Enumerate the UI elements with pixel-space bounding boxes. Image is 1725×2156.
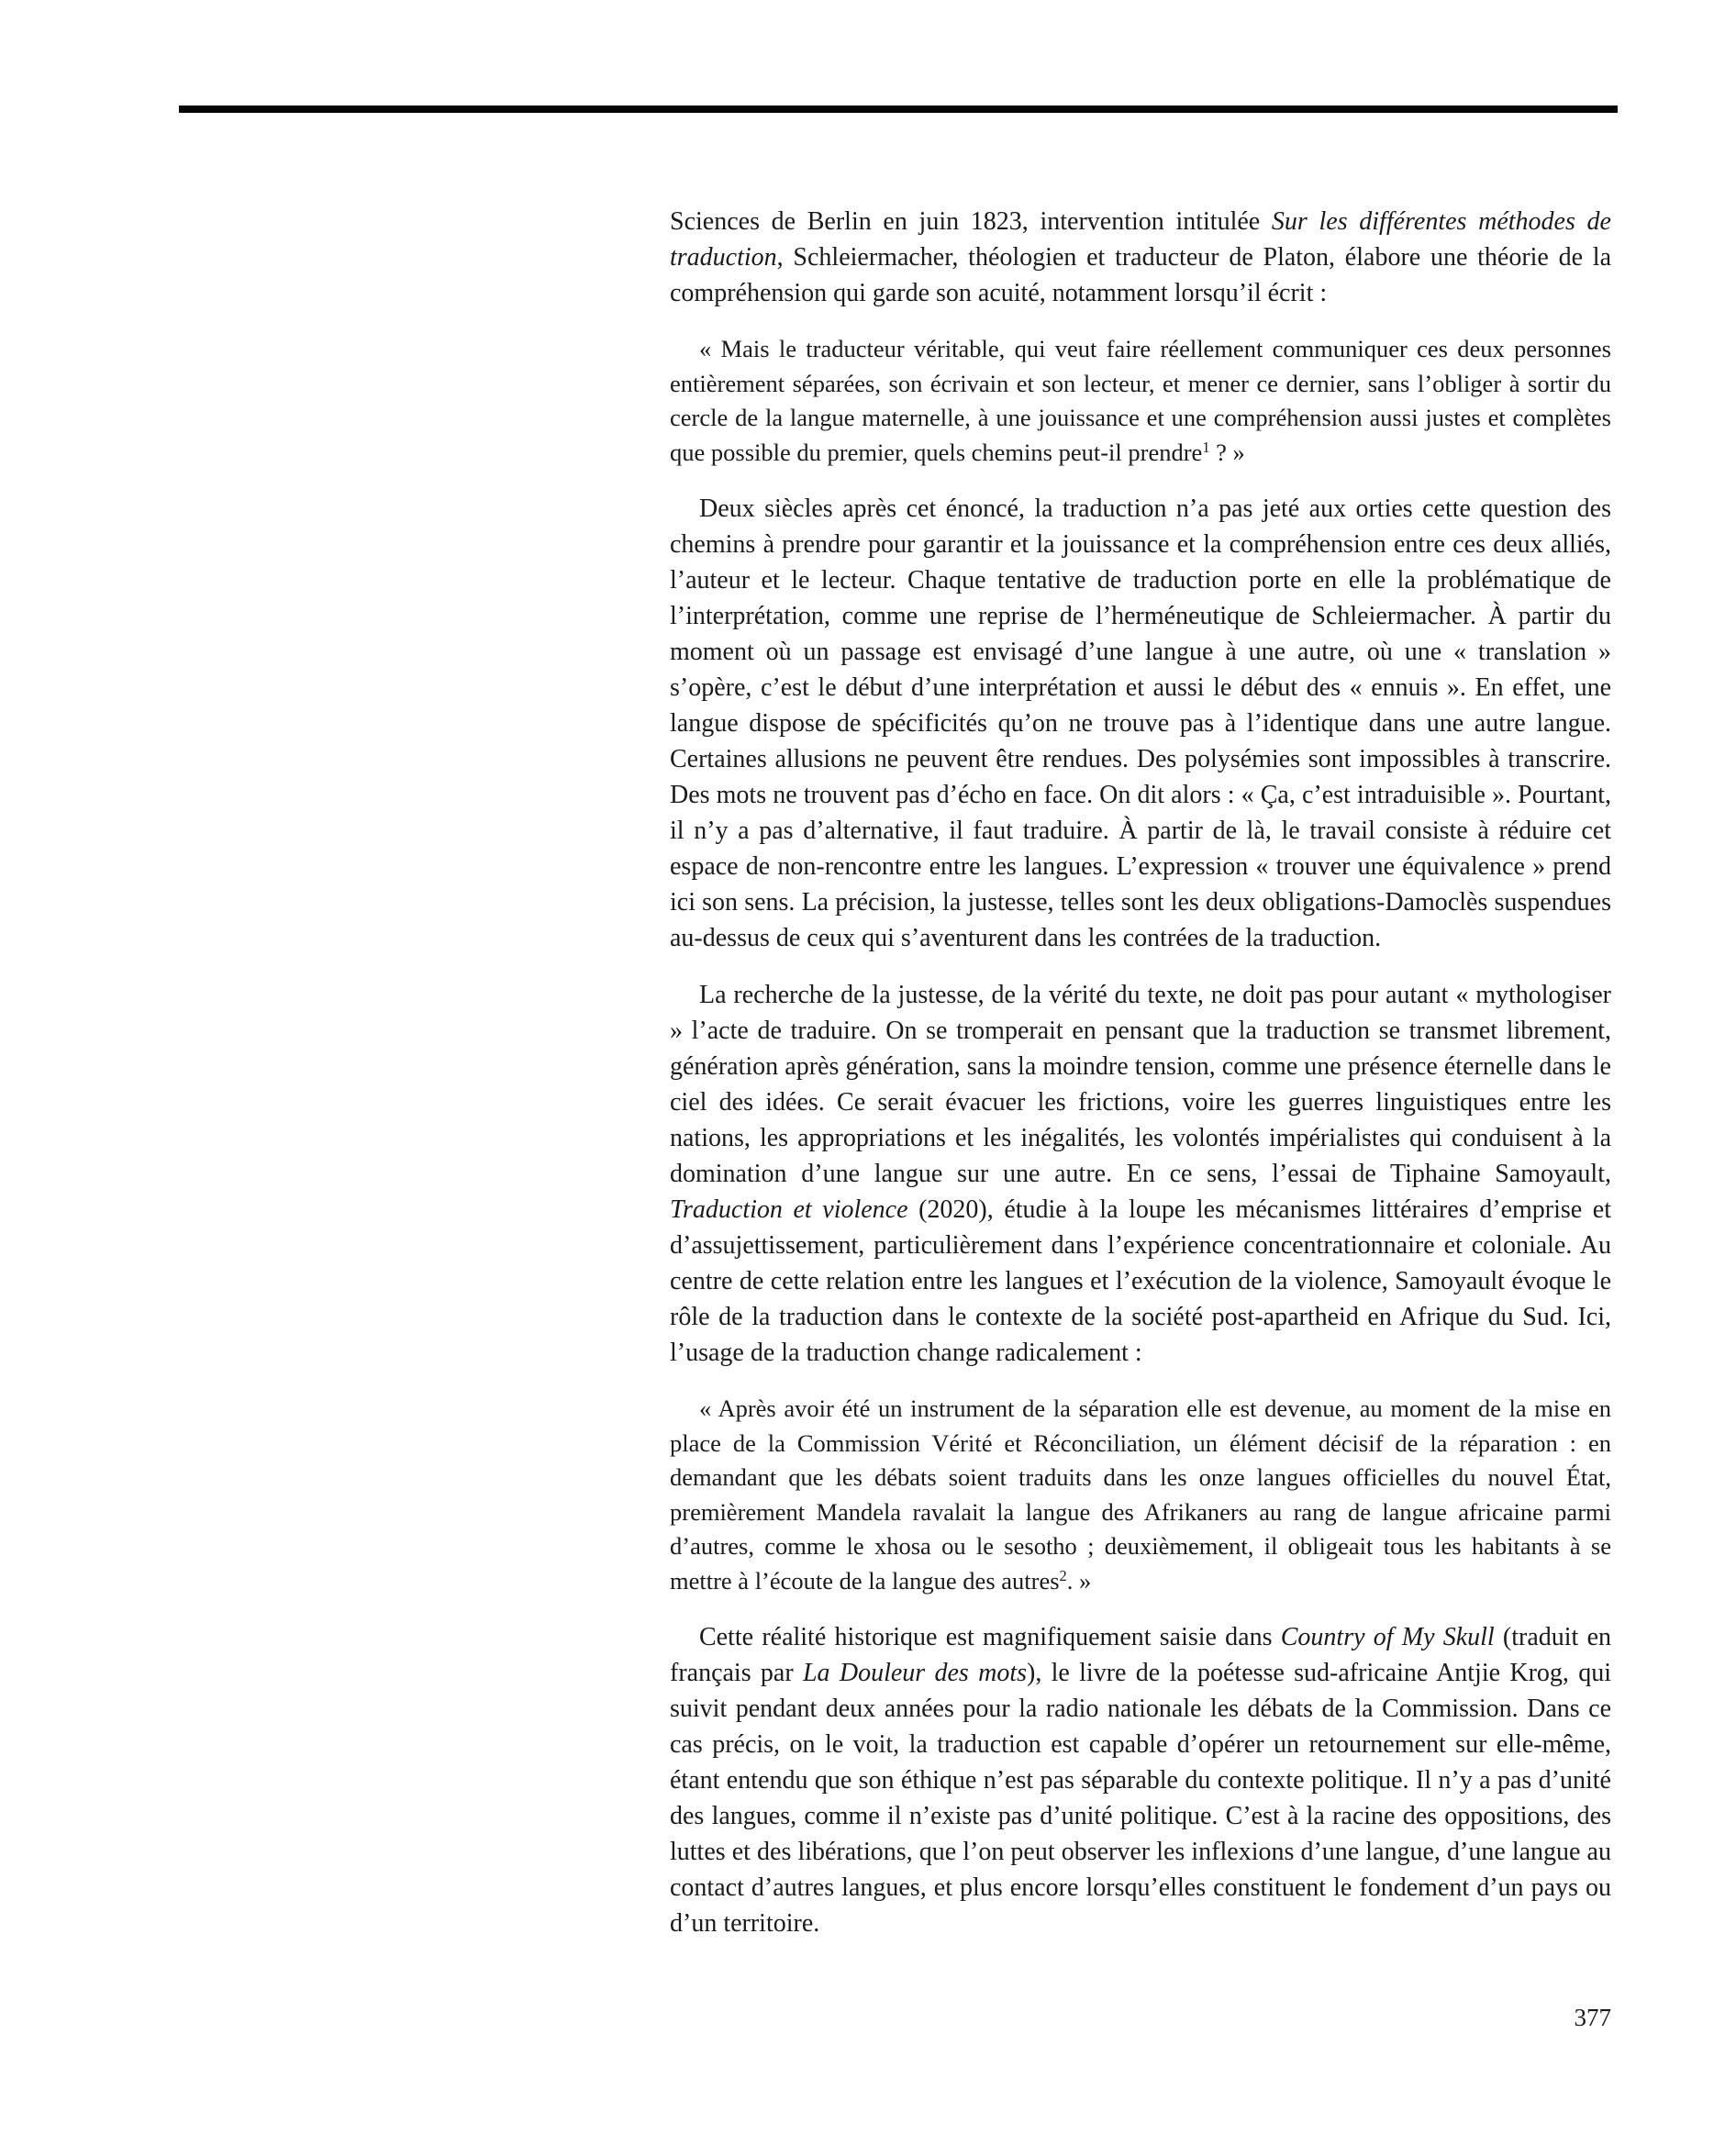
italic-title: Sur les différentes méthodes de traduction bbox=[670, 207, 1611, 272]
text-segment: Cette réalité historique est magnifiquement saisie dans bbox=[699, 1623, 1281, 1651]
italic-title: Country of My Skull bbox=[1280, 1623, 1495, 1651]
text-segment: , Schleiermacher, théologien et traducteur de Platon, élabore une théorie de la compréhension qui garde son acuité, notamment lorsqu’il écrit : bbox=[670, 243, 1611, 307]
italic-title: Traduction et violence bbox=[670, 1195, 908, 1224]
body-paragraph bbox=[670, 491, 1611, 956]
text-segment: (traduit en français par bbox=[670, 1623, 1611, 1687]
text-segment: (2020), étudie à la loupe les mécanismes littéraires d’emprise et d’assujettissement, particulièrement dans l’expérience concentrationnaire et coloniale. Au centre de cette relation entre les langues et l’exécution de la violence, Samoyault évoque le rôle de la traduction dans le contexte de la société post-apartheid en Afrique du Sud. Ici, l’usage de la traduction change radicalement : bbox=[670, 1195, 1611, 1367]
quote-paragraph bbox=[670, 1392, 1611, 1598]
text-segment: ), le livre de la poétesse sud-africaine Antjie Krog, qui suivit pendant deux années pour la radio nationale les débats de la Commission. Dans ce cas précis, on le voit, la traduction est capable d’opérer un retournement sur elle-même, étant entendu que son éthique n’est pas séparable du contexte politique. Il n’y a pas d’unité des langues, comme il n’existe pas d’unité politique. C’est à la racine des oppositions, des luttes et des libérations, que l’on peut observer les inflexions d’une langue, d’une langue au contact d’autres langues, et plus encore lorsqu’elles constituent le fondement d’un pays ou d’un territoire. bbox=[670, 1659, 1611, 1938]
footnote-marker: 1 bbox=[1202, 439, 1210, 457]
italic-title: La Douleur des mots bbox=[802, 1659, 1027, 1687]
text-segment: « Mais le traducteur véritable, qui veut faire réellement communiquer ces deux personnes entièrement séparées, son écrivain et son lecteur, et mener ce dernier, sans l’obliger à sortir du cercle de la langue maternelle, à une jouissance et une compréhension aussi justes et complètes que possible du premier, quels chemins peut-il prendre bbox=[670, 335, 1611, 466]
footnote-marker: 2 bbox=[1059, 1567, 1067, 1585]
text-segment: ? » bbox=[1209, 438, 1245, 466]
text-segment: « Après avoir été un instrument de la séparation elle est devenue, au moment de la mise en place de la Commission Vérité et Réconciliation, un élément décisif de la réparation : en demandant que les débats soient traduits dans les onze langues officielles du nouvel État, premièrement Mandela ravalait la langue des Afrikaners au rang de langue africaine parmi d’autres, comme le xhosa ou le sesotho ; deuxièmement, il obligeait tous les habitants à se mettre à l’écoute de la langue des autres bbox=[670, 1395, 1611, 1595]
body-paragraph bbox=[670, 204, 1611, 311]
body-paragraph bbox=[670, 977, 1611, 1371]
top-rule bbox=[179, 106, 1618, 113]
text-segment: . » bbox=[1066, 1566, 1092, 1595]
text-segment: Deux siècles après cet énoncé, la traduction n’a pas jeté aux orties cette question des chemins à prendre pour garantir et la jouissance et la compréhension entre ces deux alliés, l’auteur et le lecteur. Chaque tentative de traduction porte en elle la problématique de l’interprétation, comme une reprise de l’herméneutique de Schleiermacher. À partir du moment où un passage est envisagé d’une langue à une autre, où une « translation » s’opère, c’est le début d’une interprétation et aussi le début des « ennuis ». En effet, une langue dispose de spécificités qu’on ne trouve pas à l’identique dans une autre langue. Certaines allusions ne peuvent être rendues. Des polysémies sont impossibles à transcrire. Des mots ne trouvent pas d’écho en face. On dit alors : « Ça, c’est intraduisible ». Pourtant, il n’y a pas d’alternative, il faut traduire. À partir de là, le travail consiste à réduire cet espace de non-rencontre entre les langues. L’expression « trouver une équivalence » prend ici son sens. La précision, la justesse, telles sont les deux obligations-Damoclès suspendues au-dessus de ceux qui s’aventurent dans les contrées de la traduction. bbox=[670, 495, 1611, 952]
page-number: 377 bbox=[1574, 2004, 1611, 2031]
text-segment: La recherche de la justesse, de la vérité du texte, ne doit pas pour autant « mythologiser » l’acte de traduire. On se tromperait en pensant que la traduction se transmet librement, génération après génération, sans la moindre tension, comme une présence éternelle dans le ciel des idées. Ce serait évacuer les frictions, voire les guerres linguistiques entre les nations, les appropriations et les inégalités, les volontés impérialistes qui conduisent à la domination d’une langue sur une autre. En ce sens, l’essai de Tiphaine Samoyault, bbox=[670, 981, 1611, 1188]
text-segment: Sciences de Berlin en juin 1823, intervention intitulée bbox=[670, 207, 1272, 236]
body-paragraph bbox=[670, 1619, 1611, 1941]
text-column bbox=[670, 204, 1611, 1962]
quote-paragraph bbox=[670, 332, 1611, 470]
